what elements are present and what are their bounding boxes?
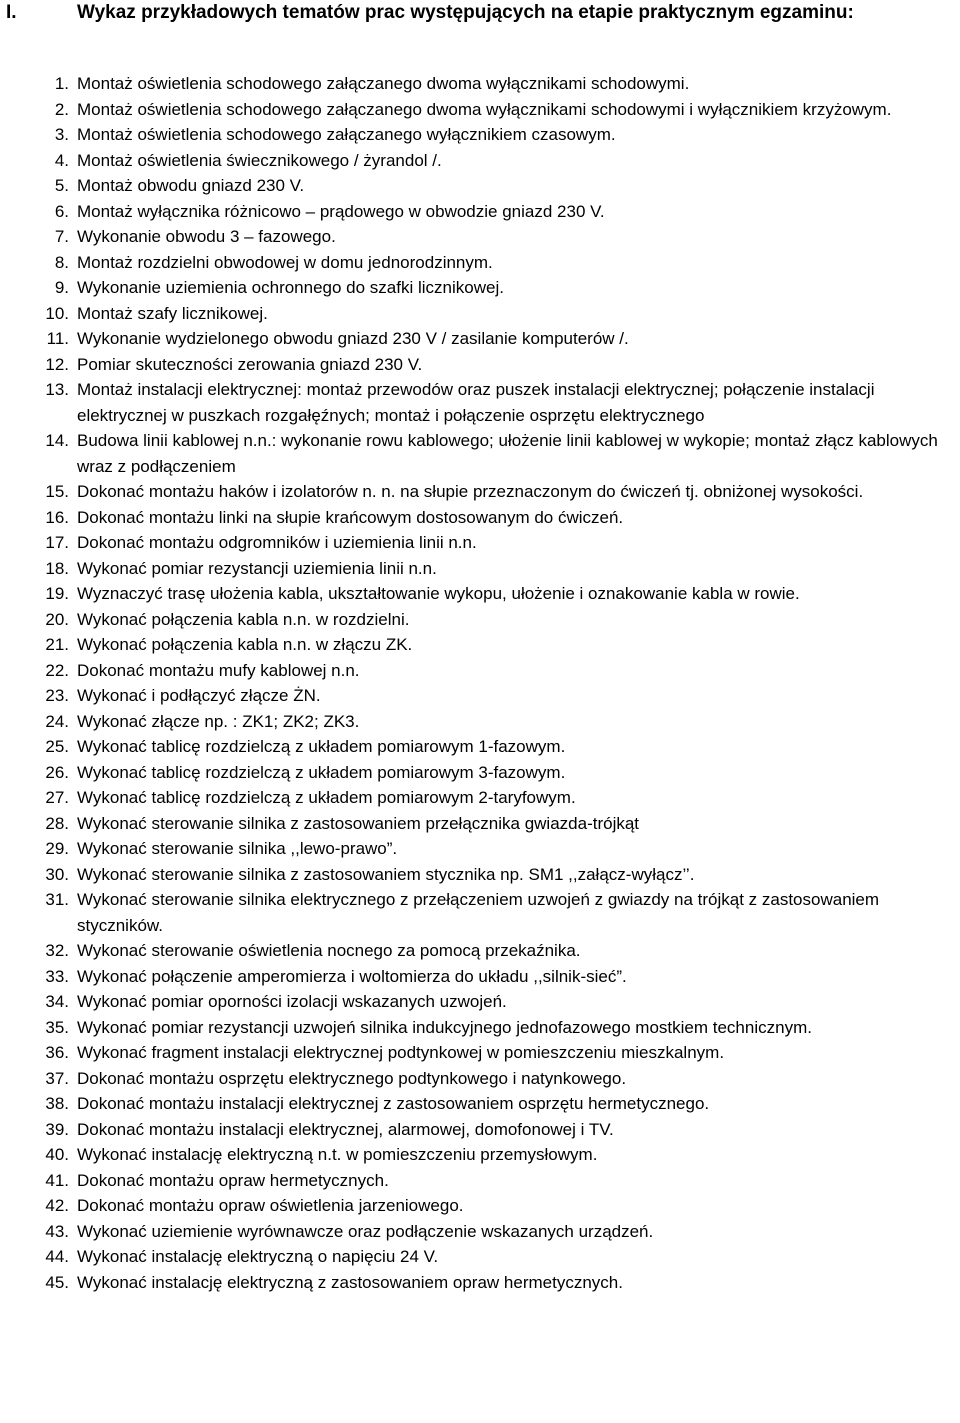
item-number: 21. — [45, 635, 69, 654]
item-text: Wykonanie wydzielonego obwodu gniazd 230 V / zasilanie komputerów /. — [77, 329, 629, 348]
item-number: 16. — [45, 507, 69, 527]
item-number: 12. — [45, 354, 69, 374]
item-text: Dokonać montażu mufy kablowej n.n. — [77, 660, 360, 680]
list-item — [0, 1066, 957, 1092]
topic-list — [0, 71, 960, 1295]
list-item — [0, 862, 957, 888]
item-number: 1. — [54, 74, 69, 93]
item-text: Wykonać sterowanie silnika z zastosowaniem przełącznika gwiazda-trójkąt — [77, 813, 640, 833]
item-text: Wykonać sterowanie oświetlenia nocnego za pomocą przekaźnika. — [77, 941, 581, 960]
item-number: 40. — [45, 1145, 69, 1164]
list-item — [0, 428, 957, 479]
item-text: Wykonać tablicę rozdzielczą z układem pomiarowym 1-fazowym. — [77, 737, 566, 756]
item-text: Dokonać montażu instalacji elektrycznej z zastosowaniem osprzętu hermetycznego. — [77, 1094, 710, 1113]
item-text: Dokonać montażu osprzętu elektrycznego podtynkowego i natynkowego. — [77, 1068, 627, 1088]
list-item — [0, 1015, 957, 1041]
item-text: Wykonanie uziemienia ochronnego do szafki licznikowej. — [77, 278, 504, 297]
item-number: 2. — [54, 99, 69, 119]
list-item — [0, 97, 957, 123]
item-text: Wykonać sterowanie silnika z zastosowaniem stycznika np. SM1 ,,załącz-wyłącz’’. — [77, 864, 695, 884]
item-text: Wykonać połączenie amperomierza i woltomierza do układu ,,silnik-sieć”. — [77, 966, 627, 986]
list-item — [0, 811, 957, 837]
list-item — [0, 785, 957, 811]
list-item — [0, 760, 957, 786]
item-number: 33. — [45, 966, 69, 986]
item-text: Wykonać uziemienie wyrównawcze oraz podłączenie wskazanych urządzeń. — [77, 1221, 654, 1241]
list-item — [0, 301, 957, 327]
item-text: Wykonać pomiar rezystancji uziemienia linii n.n. — [77, 558, 437, 578]
item-text: Wykonać tablicę rozdzielczą z układem pomiarowym 2-taryfowym. — [77, 788, 576, 807]
list-item — [0, 964, 957, 990]
list-item — [0, 530, 957, 556]
list-item — [0, 709, 957, 735]
item-number: 25. — [45, 737, 69, 756]
list-item — [0, 122, 957, 148]
item-text: Montaż oświetlenia schodowego załączanego dwoma wyłącznikami schodowymi. — [77, 74, 690, 93]
section-title: Wykaz przykładowych tematów prac występujących na etapie praktycznym egzaminu: — [77, 2, 854, 23]
item-number: 20. — [45, 609, 69, 629]
item-number: 11. — [46, 329, 69, 348]
item-number: 34. — [45, 992, 69, 1011]
list-item — [0, 1117, 957, 1143]
item-text: Montaż oświetlenia schodowego załączanego wyłącznikiem czasowym. — [77, 125, 616, 144]
item-number: 29. — [45, 839, 69, 858]
item-number: 35. — [45, 1017, 69, 1037]
item-number: 31. — [45, 890, 69, 909]
list-item — [0, 632, 957, 658]
list-item — [0, 505, 957, 531]
list-item — [0, 607, 957, 633]
list-item — [0, 734, 957, 760]
list-item — [0, 1168, 957, 1194]
item-number: 8. — [54, 252, 69, 272]
list-item — [0, 199, 957, 225]
list-item — [0, 1219, 957, 1245]
list-item — [0, 326, 957, 352]
item-number: 26. — [45, 762, 69, 782]
item-text: Dokonać montażu instalacji elektrycznej, alarmowej, domofonowej i TV. — [77, 1119, 614, 1139]
item-text: Dokonać montażu haków i izolatorów n. n. na słupie przeznaczonym do ćwiczeń tj. obniżonej wysokości. — [77, 482, 864, 501]
item-number: 39. — [45, 1119, 69, 1139]
item-text: Pomiar skuteczności zerowania gniazd 230 V. — [77, 354, 423, 374]
item-number: 41. — [45, 1170, 69, 1190]
item-number: 30. — [45, 864, 69, 884]
item-number: 3. — [54, 125, 69, 144]
item-text: Montaż oświetlenia schodowego załączanego dwoma wyłącznikami schodowymi i wyłącznikiem krzyżowym. — [77, 99, 892, 119]
item-text: Wykonać i podłączyć złącze ŻN. — [77, 686, 321, 705]
list-item — [0, 1193, 957, 1219]
item-number: 27. — [45, 788, 69, 807]
item-text: Dokonać montażu opraw hermetycznych. — [77, 1170, 389, 1190]
item-text: Wykonać instalację elektryczną z zastosowaniem opraw hermetycznych. — [77, 1272, 623, 1292]
item-number: 17. — [45, 533, 69, 552]
item-number: 23. — [45, 686, 69, 705]
list-item — [0, 250, 957, 276]
item-number: 28. — [45, 813, 69, 833]
list-item — [0, 1040, 957, 1066]
item-text: Wykonać instalację elektryczną n.t. w pomieszczeniu przemysłowym. — [77, 1145, 598, 1164]
list-item — [0, 683, 957, 709]
item-text: Montaż rozdzielni obwodowej w domu jednorodzinnym. — [77, 252, 493, 272]
item-text: Dokonać montażu linki na słupie krańcowym dostosowanym do ćwiczeń. — [77, 507, 624, 527]
item-number: 7. — [54, 227, 69, 246]
item-number: 36. — [45, 1043, 69, 1062]
list-item — [0, 1091, 957, 1117]
item-number: 9. — [54, 278, 69, 297]
list-item — [0, 224, 957, 250]
list-item — [0, 148, 957, 174]
item-number: 43. — [45, 1221, 69, 1241]
list-item — [0, 887, 957, 938]
item-number: 22. — [45, 660, 69, 680]
list-item — [0, 173, 957, 199]
item-text: Wykonać pomiar oporności izolacji wskazanych uzwojeń. — [77, 992, 507, 1011]
item-text: Montaż szafy licznikowej. — [77, 303, 268, 323]
list-item — [0, 1142, 957, 1168]
item-text: Wykonać połączenia kabla n.n. w złączu ZK. — [77, 635, 413, 654]
item-number: 5. — [54, 176, 69, 195]
item-number: 38. — [45, 1094, 69, 1113]
list-item — [0, 556, 957, 582]
item-text: Wykonać sterowanie silnika ,,lewo-prawo”. — [77, 839, 398, 858]
item-number: 45. — [45, 1272, 69, 1292]
item-number: 15. — [45, 482, 69, 501]
item-text: Wykonać instalację elektryczną o napięciu 24 V. — [77, 1247, 439, 1266]
item-number: 14. — [45, 431, 69, 450]
item-number: 4. — [54, 150, 69, 170]
list-item — [0, 581, 957, 607]
item-text: Wykonanie obwodu 3 – fazowego. — [77, 227, 336, 246]
item-text: Budowa linii kablowej n.n.: wykonanie rowu kablowego; ułożenie linii kablowej w wykopie; montaż złącz kablowych wraz z podłączeniem — [77, 431, 938, 476]
list-item — [0, 352, 957, 378]
item-text: Dokonać montażu opraw oświetlenia jarzeniowego. — [77, 1196, 464, 1215]
item-number: 37. — [45, 1068, 69, 1088]
item-text: Wykonać złącze np. : ZK1; ZK2; ZK3. — [77, 711, 360, 731]
item-number: 44. — [45, 1247, 69, 1266]
item-number: 19. — [45, 584, 69, 603]
item-text: Montaż wyłącznika różnicowo – prądowego w obwodzie gniazd 230 V. — [77, 201, 605, 221]
item-number: 24. — [45, 711, 69, 731]
list-item — [0, 275, 957, 301]
list-item — [0, 377, 957, 428]
item-number: 18. — [45, 558, 69, 578]
item-number: 13. — [45, 380, 69, 399]
list-item — [0, 989, 957, 1015]
list-item — [0, 71, 957, 97]
list-item — [0, 658, 957, 684]
list-item — [0, 836, 957, 862]
list-item — [0, 479, 957, 505]
item-text: Dokonać montażu odgromników i uziemienia linii n.n. — [77, 533, 477, 552]
list-item — [0, 938, 957, 964]
item-text: Wykonać połączenia kabla n.n. w rozdzielni. — [77, 609, 410, 629]
item-text: Montaż oświetlenia świecznikowego / żyrandol /. — [77, 150, 442, 170]
item-number: 32. — [45, 941, 69, 960]
item-text: Wykonać fragment instalacji elektrycznej podtynkowej w pomieszczeniu mieszkalnym. — [77, 1043, 725, 1062]
item-text: Wyznaczyć trasę ułożenia kabla, ukształtowanie wykopu, ułożenie i oznakowanie kabla w rowie. — [77, 584, 800, 603]
item-text: Wykonać pomiar rezystancji uzwojeń silnika indukcyjnego jednofazowego mostkiem technicznym. — [77, 1017, 812, 1037]
item-number: 10. — [45, 303, 69, 323]
item-text: Wykonać sterowanie silnika elektrycznego z przełączeniem uzwojeń z gwiazdy na trójkąt z zastosowaniem styczników. — [77, 890, 880, 935]
list-item — [0, 1244, 957, 1270]
section-number: I. — [6, 2, 17, 23]
item-text: Montaż obwodu gniazd 230 V. — [77, 176, 305, 195]
item-number: 42. — [45, 1196, 69, 1215]
item-number: 6. — [54, 201, 69, 221]
item-text: Montaż instalacji elektrycznej: montaż przewodów oraz puszek instalacji elektrycznej; połączenie instalacji elektrycznej w puszkach rozgałęźnych; montaż i połączenie osprzętu elektrycznego — [77, 380, 875, 425]
list-item — [0, 1270, 957, 1296]
item-text: Wykonać tablicę rozdzielczą z układem pomiarowym 3-fazowym. — [77, 762, 566, 782]
